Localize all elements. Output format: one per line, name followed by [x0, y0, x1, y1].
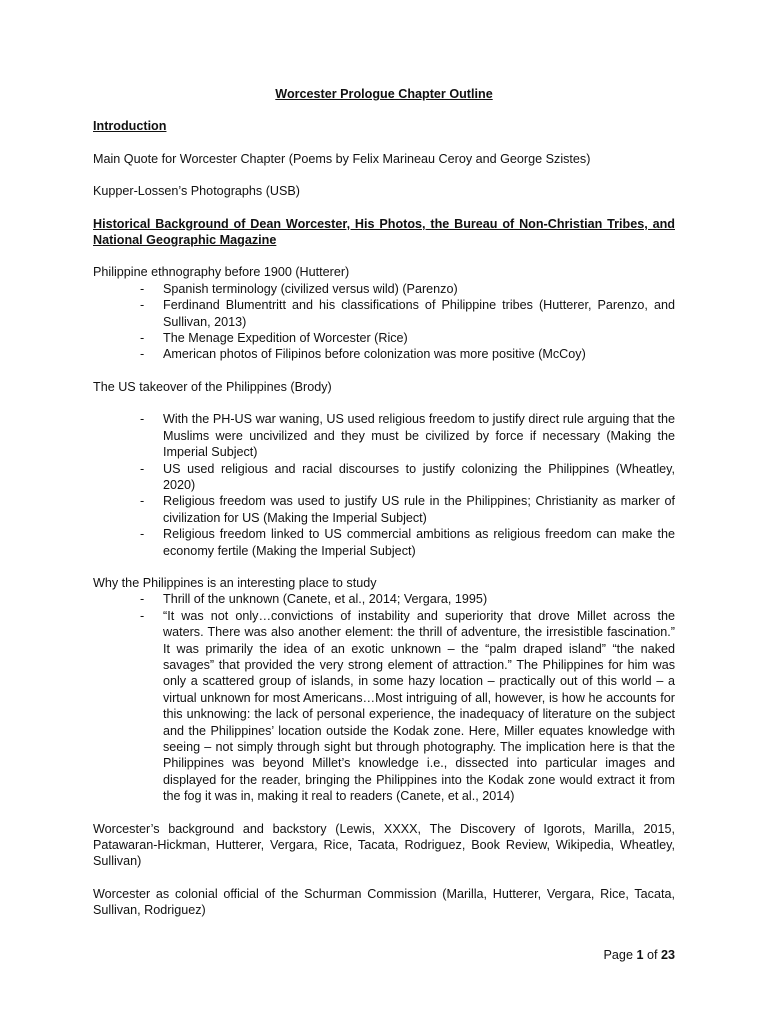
list-item: - US used religious and racial discourses to justify colonizing the Philippines (Wheatley, 2020)	[140, 461, 675, 492]
paragraph-colonial-official: Worcester as colonial official of the Schurman Commission (Marilla, Hutterer, Vergara, Rice, Tacata, Sullivan, Rodriguez)	[93, 886, 675, 918]
paragraph-us-takeover: The US takeover of the Philippines (Brody)	[93, 379, 332, 394]
dash-bullet: -	[140, 494, 145, 509]
list-item: - The Menage Expedition of Worcester (Rice)	[140, 331, 408, 346]
dash-bullet: -	[140, 608, 145, 623]
list-item: - “It was not only…convictions of instability and superiority that drove Millet across the waters. There was also another element: the thrill of adventure, the irresistible fascination.” It was primarily the idea of an exotic unknown – the “palm draped island” “the naked savages” that provided the very strong element of attraction.” The Philippines for him was only a scattered group of islands, in some hazy location – practically out of this world – a virtual unknown for most Americans…Most intriguing of all, however, is how he accounts for this unknowing: the lack of personal experience, the inadequacy of literature on the subject and the Philippines’ location outside the Kodak zone. Here, Miller equates knowledge with seeing – not simply through sight but through photography. The implication here is that the Philippines was beyond Millet’s knowledge i.e., dissected into particular images and displayed for the reader, bringing the Philippines into the Kodak zone would extract it from the fog it was in, making it real to readers (Canete, et al., 2014)	[140, 608, 675, 804]
dash-bullet: -	[140, 281, 145, 296]
heading-historical-background: Historical Background of Dean Worcester, His Photos, the Bureau of Non-Christian Tribes, and National Geographic Magazine	[93, 216, 675, 248]
paragraph-why-philippines: Why the Philippines is an interesting place to study	[93, 575, 377, 590]
dash-bullet: -	[140, 412, 145, 427]
document-page	[93, 86, 675, 935]
dash-bullet: -	[140, 347, 145, 362]
document-title: Worcester Prologue Chapter Outline	[275, 87, 493, 101]
list-item: - Thrill of the unknown (Canete, et al., 2014; Vergara, 1995)	[140, 592, 488, 607]
paragraph-main-quote: Main Quote for Worcester Chapter (Poems by Felix Marineau Ceroy and George Szistes)	[93, 151, 591, 166]
dash-bullet: -	[140, 298, 145, 313]
dash-bullet: -	[140, 527, 145, 542]
list-item: - Spanish terminology (civilized versus wild) (Parenzo)	[140, 281, 458, 296]
list-why-philippines	[93, 591, 675, 804]
list-item: - Ferdinand Blumentritt and his classifications of Philippine tribes (Hutterer, Parenzo, and Sullivan, 2013)	[140, 298, 675, 329]
current-page-number: 1	[636, 948, 644, 962]
page-number-footer	[604, 948, 675, 962]
dash-bullet: -	[140, 592, 145, 607]
of-word: of	[646, 948, 658, 962]
list-item: - American photos of Filipinos before colonization was more positive (McCoy)	[140, 347, 586, 362]
list-item: - Religious freedom was used to justify US rule in the Philippines; Christianity as marker of civilization for US (Making the Imperial Subject)	[140, 494, 675, 525]
total-pages-number: 23	[660, 948, 675, 962]
paragraph-ethnography: Philippine ethnography before 1900 (Hutterer)	[93, 265, 350, 280]
heading-introduction: Introduction	[93, 119, 167, 134]
paragraph-worcester-background: Worcester’s background and backstory (Lewis, XXXX, The Discovery of Igorots, Marilla, 2015, Patawaran-Hickman, Hutterer, Vergara, Rice, Tacata, Rodriguez, Book Review, Wikipedia, Wheatley, Sullivan)	[93, 821, 675, 869]
list-us-takeover	[93, 411, 675, 559]
list-item: - With the PH-US war waning, US used religious freedom to justify direct rule arguing that the Muslims were uncivilized and they must be civilized by force if necessary (Making the Imperial Subject)	[140, 412, 675, 460]
dash-bullet: -	[140, 461, 145, 476]
list-item: - Religious freedom linked to US commercial ambitions as religious freedom can make the economy fertile (Making the Imperial Subject)	[140, 527, 675, 558]
paragraph-photographs: Kupper-Lossen’s Photographs (USB)	[93, 184, 300, 199]
list-ethnography	[93, 281, 675, 363]
dash-bullet: -	[140, 331, 145, 346]
page-word: Page	[603, 948, 633, 962]
